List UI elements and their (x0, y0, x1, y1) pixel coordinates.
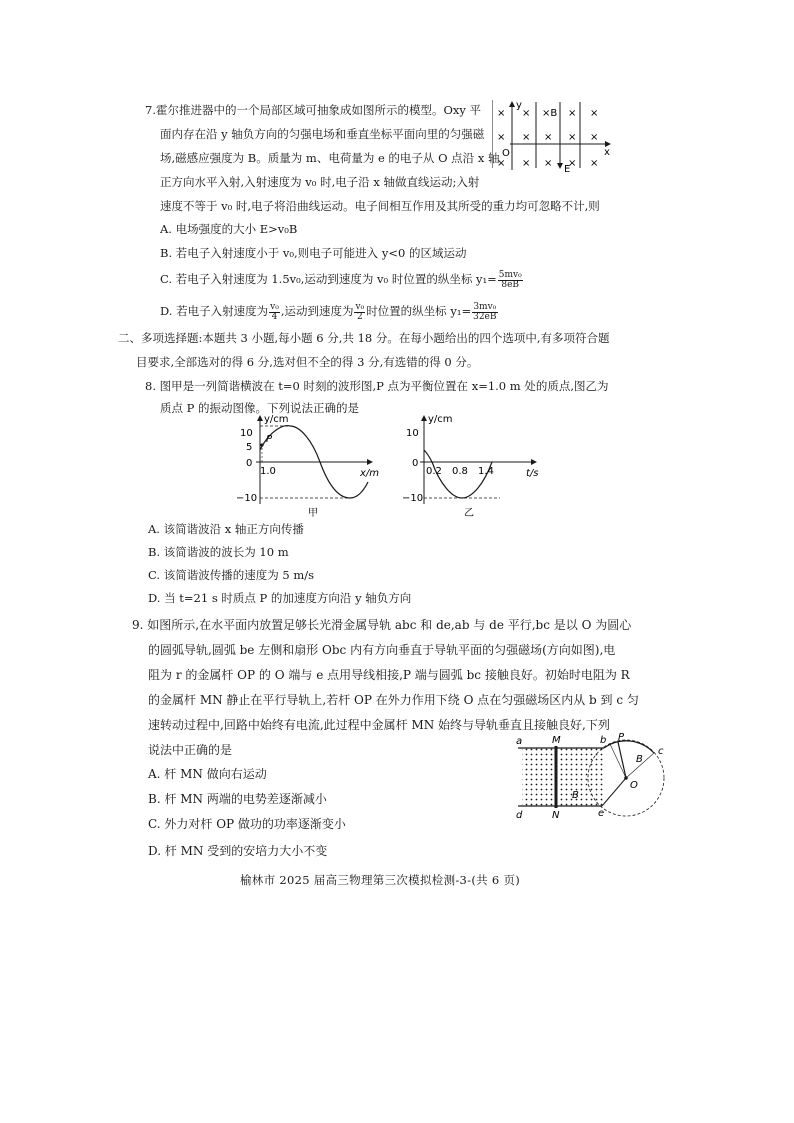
label-m: M (552, 735, 561, 746)
q8-option-d: D. 当 t=21 s 时质点 P 的加速度方向沿 y 轴负方向 (148, 591, 412, 605)
cross-mark: × (590, 108, 599, 119)
page-footer: 榆林市 2025 届高三物理第三次模拟检测-3-(共 6 页) (240, 873, 521, 887)
frac-denominator: 2 (356, 311, 363, 322)
q7-option-d (160, 300, 499, 322)
q8-wave-graph (232, 412, 390, 522)
q9-option-c: C. 外力对杆 OP 做功的功率逐渐变小 (148, 817, 346, 831)
label-b: b (600, 735, 607, 746)
q7-line-5: 速度不等于 v₀ 时,电子将沿曲线运动。电子间相互作用及其所受的重力均可忽略不计,则 (160, 199, 600, 213)
q7-line-2: 面内存在沿 y 轴负方向的匀强电场和垂直坐标平面向里的匀强磁 (160, 127, 485, 141)
label-o: O (630, 780, 638, 791)
x-axis-label: x (604, 147, 610, 158)
q9-line-6: 说法中正确的是 (148, 743, 233, 757)
cross-mark: × (522, 108, 531, 119)
label-b-field-sector: B (636, 754, 643, 765)
cross-mark: × (497, 158, 506, 169)
q7-line-4: 正方向水平入射,入射速度为 v₀ 时,电子沿 x 轴做直线运动;入射 (160, 175, 480, 189)
q7-option-a: A. 电场强度的大小 E>v₀B (160, 222, 298, 236)
label-d: d (516, 810, 523, 821)
q9-line-4: 的金属杆 MN 静止在平行导轨上,若杆 OP 在外力作用下绕 O 点在匀强磁场区内从 b 到 c 匀 (148, 693, 639, 707)
q7-option-b: B. 若电子入射速度小于 v₀,则电子可能进入 y<0 的区域运动 (160, 246, 467, 260)
y-tick: 10 (406, 428, 419, 439)
label-p: P (618, 732, 625, 743)
rod-op (618, 742, 626, 778)
y-axis-label: y/cm (264, 414, 289, 425)
figure-caption: 乙 (464, 508, 474, 519)
y-tick: 0 (246, 458, 253, 469)
cross-mark: × (544, 158, 553, 169)
electric-field-label: E (564, 164, 571, 174)
q9-option-b: B. 杆 MN 两端的电势差逐渐减小 (148, 792, 327, 806)
q9-line-2: 的圆弧导轨,圆弧 be 左侧和扇形 Obc 内有方向垂直于导轨平面的匀强磁场(方向如图),电 (148, 643, 616, 657)
cross-mark: × (544, 132, 553, 143)
cross-mark: × (522, 132, 531, 143)
cross-mark: × (568, 132, 577, 143)
cross-mark: × (497, 132, 506, 143)
wire-oe (602, 778, 626, 806)
y-tick: 10 (240, 428, 253, 439)
y-tick: 0 (412, 458, 419, 469)
q8-line-1: 8. 图甲是一列简谐横波在 t=0 时刻的波形图,P 点为平衡位置在 x=1.0 m 处的质点,图乙为 (145, 379, 609, 393)
q8-line-2: 质点 P 的振动图像。下列说法正确的是 (160, 401, 360, 415)
frac-numerator: v₀ (355, 301, 365, 312)
q9-line-5: 速转动过程中,回路中始终有电流,此过程中金属杆 MN 始终与导轨垂直且接触良好,下列 (148, 718, 610, 732)
frac-numerator: 5mv₀ (498, 269, 522, 280)
q9-option-a: A. 杆 MN 做向右运动 (148, 767, 267, 781)
t-axis-label: t/s (526, 468, 539, 479)
q8-option-a: A. 该简谐波沿 x 轴正方向传播 (148, 522, 304, 536)
cross-mark: × (590, 158, 599, 169)
q7-line-3: 场,磁感应强度为 B。质量为 m、电荷量为 e 的电子从 O 点沿 x 轴 (160, 151, 500, 165)
t-tick: 0.8 (452, 466, 468, 477)
q9-option-d: D. 杆 MN 受到的安培力大小不变 (148, 844, 328, 858)
y-tick: −10 (402, 493, 424, 504)
figure-caption: 甲 (308, 508, 318, 519)
q9-circuit-diagram (514, 732, 666, 822)
frac-numerator: 3mv₀ (473, 301, 497, 312)
q9-line-1: 9. 如图所示,在水平面内放置足够长光滑金属导轨 abc 和 de,ab 与 de 平行,bc 是以 O 为圆心 (132, 618, 632, 632)
x-axis-label: x/m (360, 468, 380, 479)
frac-denominator: 32eB (473, 311, 497, 322)
label-e: e (598, 808, 605, 819)
magnetic-field-label: ×B (542, 108, 558, 119)
q8-option-c: C. 该简谐波传播的速度为 5 m/s (148, 568, 315, 582)
x-tick: 1.0 (260, 466, 276, 477)
label-b-field: B (572, 790, 579, 801)
y-axis-label: y/cm (428, 414, 453, 425)
cross-mark: × (568, 158, 577, 169)
q7-option-d-fraction-2 (354, 303, 365, 322)
frac-denominator: 8eB (501, 279, 520, 290)
section2-heading-line-2: 目要求,全部选对的得 6 分,选对但不全的得 3 分,有选错的得 0 分。 (136, 355, 479, 369)
pivot-o-marker (624, 776, 628, 780)
label-c: c (658, 746, 664, 757)
point-p-label: P (266, 434, 273, 445)
label-n: N (552, 810, 560, 821)
q7-line-1: 7.霍尔推进器中的一个局部区域可抽象成如图所示的模型。Oxy 平 (145, 103, 482, 117)
label-a: a (516, 736, 523, 747)
q7-option-d-fraction-1 (269, 303, 280, 322)
q7-option-d-fraction-3 (472, 303, 497, 322)
t-tick: 1.4 (478, 466, 494, 477)
y-tick: −10 (236, 493, 258, 504)
frac-denominator: 4 (271, 311, 278, 322)
t-tick: 0.2 (426, 466, 442, 477)
q7-field-diagram (492, 98, 616, 174)
q8-vibration-graph (402, 412, 552, 522)
q7-option-d-mid: ,运动到速度为 (280, 304, 354, 318)
point-p-marker (260, 443, 263, 446)
y-tick: 5 (246, 442, 253, 453)
frac-numerator: v₀ (270, 301, 279, 312)
origin-label: O (502, 148, 510, 159)
cross-mark: × (568, 108, 577, 119)
cross-mark: × (590, 132, 599, 143)
q7-option-d-mid2: 时位置的纵坐标 y₁= (366, 304, 472, 318)
magnetic-field-region (522, 748, 604, 806)
q7-option-c-fraction (498, 271, 523, 290)
q9-line-3: 阻为 r 的金属杆 OP 的 O 端与 e 点用导线相接,P 端与圆弧 bc 接触良好。初始时电阻为 R (148, 668, 630, 682)
section2-heading-line-1: 二、多项选择题:本题共 3 小题,每小题 6 分,共 18 分。在每小题给出的四个选项中,有多项符合题 (118, 331, 610, 345)
cross-mark: × (497, 108, 506, 119)
q7-option-c (160, 268, 524, 290)
q7-option-c-text: C. 若电子入射速度为 1.5v₀,运动到速度为 v₀ 时位置的纵坐标 y₁= (160, 272, 497, 286)
q7-option-d-text: D. 若电子入射速度为 (160, 304, 269, 318)
y-axis-label: y (516, 100, 522, 111)
cross-mark: × (522, 158, 531, 169)
q8-option-b: B. 该简谐波的波长为 10 m (148, 545, 289, 559)
